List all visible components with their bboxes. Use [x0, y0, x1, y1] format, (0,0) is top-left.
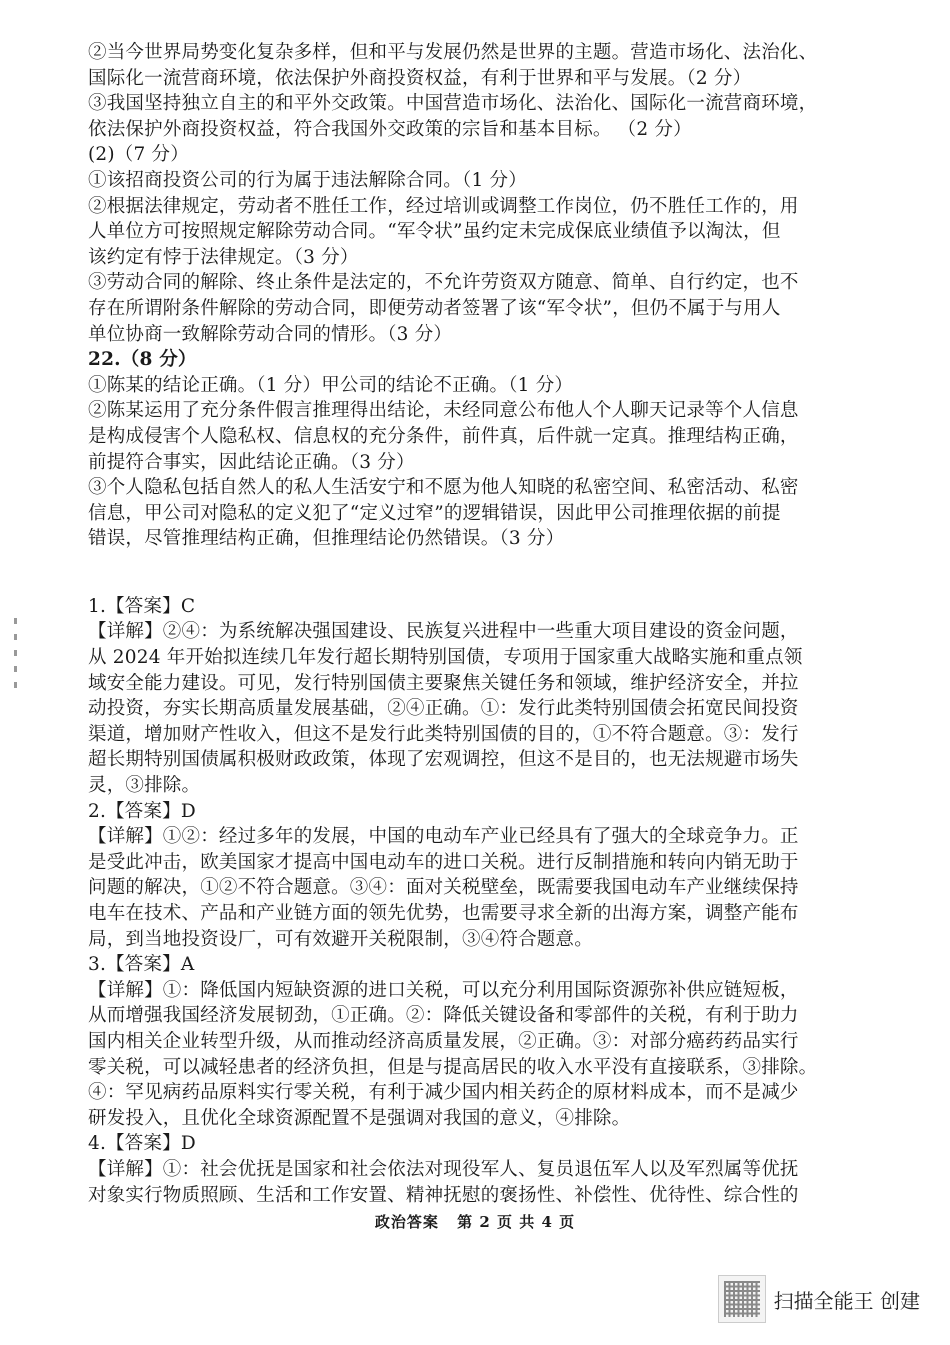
- text-line: 灵，③排除。: [88, 775, 201, 797]
- text-line: 【详解】②④：为系统解决强国建设、民族复兴进程中一些重大项目建设的资金问题，: [88, 621, 799, 643]
- text-line: 零关税，可以减轻患者的经济负担，但是与提高居民的收入水平没有直接联系，③排除。: [88, 1056, 818, 1078]
- text-line: ③个人隐私包括自然人的私人生活安宁和不愿为他人知晓的私密空间、私密活动、私密: [88, 477, 799, 499]
- text-line: 4.【答案】D: [88, 1133, 196, 1155]
- text-line: 人单位方可按照规定解除劳动合同。“军令状”虽约定未完成保底业绩值予以淘汰，但: [88, 221, 781, 243]
- text-line: 是构成侵害个人隐私权、信息权的充分条件，前件真，后件就一定真。推理结构正确，: [88, 425, 799, 447]
- margin-binding-marks: [14, 618, 20, 698]
- text-line: 单位协商一致解除劳动合同的情形。（3 分）: [88, 323, 453, 345]
- text-line: 从 2024 年开始拟连续几年发行超长期特别国债，专项用于国家重大战略实施和重点领: [88, 647, 803, 669]
- answer-page: [88, 40, 828, 1208]
- text-line: 电车在技术、产品和产业链方面的领先优势，也需要寻求全新的出海方案，调整产能布: [88, 903, 799, 924]
- text-line: 存在所谓附条件解除的劳动合同，即便劳动者签署了该“军令状”，但仍不属于与用人: [88, 297, 781, 319]
- text-line: 国际化一流营商环境，依法保护外商投资权益，有利于世界和平与发展。（2 分）: [88, 67, 752, 89]
- page-footer: [0, 1211, 950, 1232]
- text-line: 前提符合事实，因此结论正确。（3 分）: [88, 451, 415, 473]
- text-line: 问题的解决，①②不符合题意。③④：面对关税壁垒，既需要我国电动车产业继续保持: [88, 877, 799, 899]
- text-line: 信息，甲公司对隐私的定义犯了“定义过窄”的逻辑错误，因此甲公司推理依据的前提: [88, 502, 781, 524]
- answer-block-part-one: [88, 40, 828, 552]
- text-line: ③劳动合同的解除、终止条件是法定的，不允许劳资双方随意、简单、自行约定，也不: [88, 272, 799, 294]
- watermark-text: 扫描全能王 创建: [773, 1288, 920, 1313]
- text-line: 局，到当地投资设厂，可有效避开关税限制，③④符合题意。: [88, 928, 593, 950]
- text-line: 【详解】①：降低国内短缺资源的进口关税，可以充分利用国际资源弥补供应链短板，: [88, 979, 799, 1001]
- text-line: 域安全能力建设。可见，发行特别国债主要聚焦关键任务和领域，维护经济安全，并拉: [88, 672, 799, 694]
- answer-block-part-two: [88, 594, 828, 1208]
- text-line: 国内相关企业转型升级，从而推动经济高质量发展，②正确。③：对部分癌药药品实行: [88, 1030, 799, 1052]
- text-line: 【详解】①：社会优抚是国家和社会依法对现役军人、复员退伍军人以及军烈属等优抚: [88, 1158, 799, 1180]
- text-line: 3.【答案】A: [88, 954, 195, 976]
- text-line: 是受此冲击，欧美国家才提高中国电动车的进口关税。进行反制措施和转向内销无助于: [88, 851, 799, 873]
- footer-page-number: 第 2 页 共 4 页: [457, 1213, 576, 1231]
- text-line: 研发投入，且优化全球资源配置不是强调对我国的意义，④排除。: [88, 1107, 631, 1129]
- qr-code-icon: [718, 1275, 766, 1323]
- text-line: 依法保护外商投资权益，符合我国外交政策的宗旨和基本目标。 （2 分）: [88, 118, 692, 140]
- text-line: 【详解】①②：经过多年的发展，中国的电动车产业已经具有了强大的全球竞争力。正: [88, 826, 799, 848]
- text-line: 对象实行物质照顾、生活和工作安置、精神抚慰的褒扬性、补偿性、优待性、综合性的: [88, 1184, 799, 1206]
- text-line: ④：罕见病药品原料实行零关税，有利于减少国内相关药企的原材料成本，而不是减少: [88, 1082, 799, 1104]
- text-line: 22.（8 分）: [88, 349, 197, 371]
- text-line: ③我国坚持独立自主的和平外交政策。中国营造市场化、法治化、国际化一流营商环境，: [88, 93, 818, 115]
- text-line: 错误，尽管推理结构正确，但推理结论仍然错误。（3 分）: [88, 528, 565, 550]
- text-line: 该约定有悖于法律规定。（3 分）: [88, 246, 359, 268]
- section-gap: [88, 552, 828, 594]
- text-line: 动投资，夯实长期高质量发展基础，②④正确。①：发行此类特别国债会拓宽民间投资: [88, 698, 799, 720]
- footer-subject: 政治答案: [374, 1213, 439, 1231]
- text-line: ②当今世界局势变化复杂多样，但和平与发展仍然是世界的主题。营造市场化、法治化、: [88, 42, 818, 63]
- text-line: ②根据法律规定，劳动者不胜任工作，经过培训或调整工作岗位，仍不胜任工作的，用: [88, 195, 799, 217]
- text-line: (2)（7 分）: [88, 144, 189, 166]
- scanner-watermark: [718, 1275, 920, 1323]
- text-line: 超长期特别国债属积极财政政策，体现了宏观调控，但这不是目的，也无法规避市场失: [88, 749, 799, 771]
- text-line: 从而增强我国经济发展韧劲，①正确。②：降低关键设备和零部件的关税，有利于助力: [88, 1005, 799, 1027]
- text-line: 渠道，增加财产性收入，但这不是发行此类特别国债的目的，①不符合题意。③：发行: [88, 723, 799, 745]
- text-line: 2.【答案】D: [88, 800, 196, 822]
- text-line: ①该招商投资公司的行为属于违法解除合同。（1 分）: [88, 169, 527, 191]
- text-line: ②陈某运用了充分条件假言推理得出结论，未经同意公布他人个人聊天记录等个人信息: [88, 400, 799, 422]
- text-line: 1.【答案】C: [88, 595, 196, 617]
- text-line: ①陈某的结论正确。（1 分）甲公司的结论不正确。（1 分）: [88, 374, 574, 396]
